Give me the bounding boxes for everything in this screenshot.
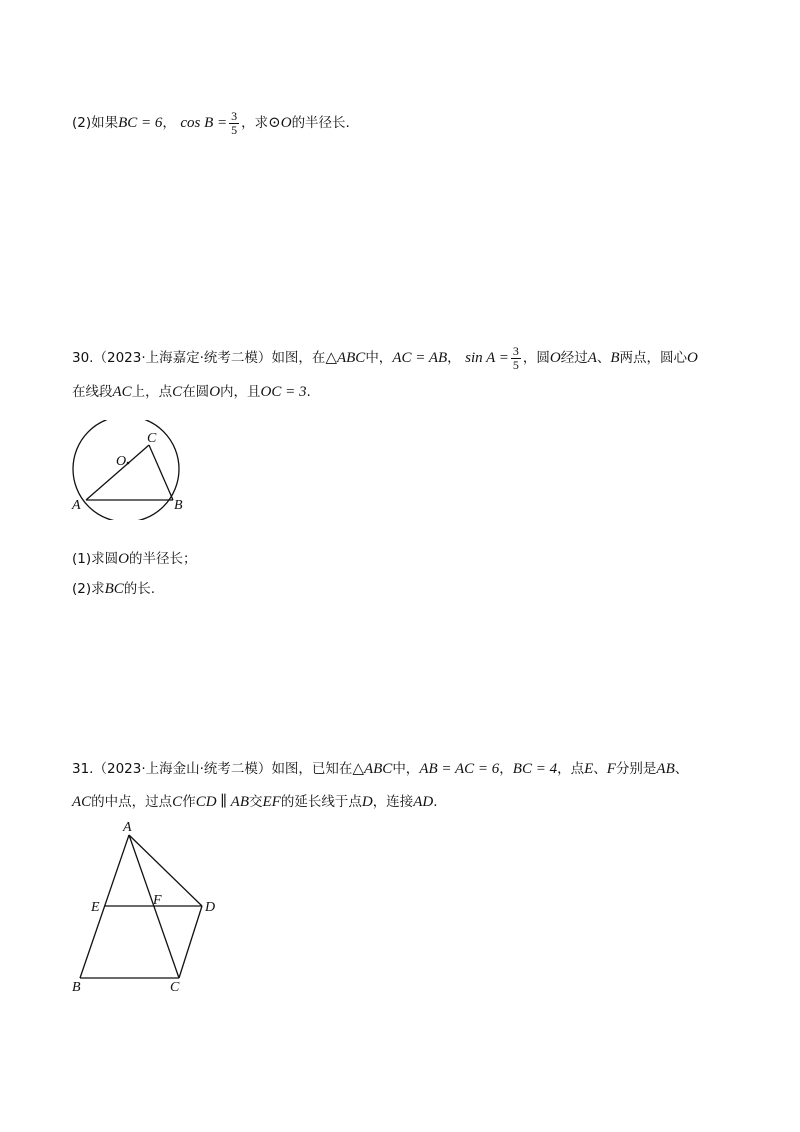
text: . [306,384,311,400]
math-o: O [118,551,129,567]
text: 的中点，过点 [91,794,173,810]
fraction-3-5 [511,345,521,371]
circle-o [73,420,179,520]
fraction-3-5 [229,110,239,136]
text: 的延长线于点 [280,794,362,810]
math-ac: AC [72,794,92,810]
text: 中， [392,761,420,777]
text: 、 [593,761,607,777]
label-b: B [174,498,183,513]
question-number: 31. [72,761,94,777]
math-triangle: △ABC [352,761,393,777]
text: 的半径长. [291,115,350,132]
math-ac: AC [112,384,132,400]
text: 两点，圆心 [619,350,688,367]
text: ，圆 [522,350,550,367]
math-ad: AD [413,794,434,810]
math-bc: BC [104,581,124,597]
math-ab-ac: AB = AC = 6 [419,761,500,777]
text: 作 [182,794,196,810]
math-o: O [549,350,561,367]
math-c: C [172,384,183,400]
label-c: C [170,980,180,995]
math-ab: AB [656,761,675,777]
q29-part2-line [72,110,350,136]
math-triangle: △ABC [325,350,366,367]
text: ，连接 [372,794,414,810]
math-circle-o: ⊙O [268,115,292,132]
math-bc-eq: BC = 6 [118,115,163,132]
label-f: F [153,893,162,908]
text: 交 [249,794,263,810]
text: 的长. [123,581,156,597]
math-d: D [361,794,373,810]
text: 、 [674,761,689,777]
text: ，求 [241,115,269,132]
q30-line-1 [72,345,698,371]
fraction-denominator: 5 [231,122,238,137]
segment-ad [129,835,202,906]
label-d: D [205,900,216,915]
fraction-numerator: 3 [512,344,519,358]
text: 分别是 [615,761,657,777]
fraction-numerator: 3 [231,109,238,123]
q31-line-2 [72,795,437,810]
math-c: C [172,794,183,810]
math-oc: OC = 3 [260,384,307,400]
math-f: F [606,761,616,777]
text: 求圆 [91,551,119,567]
text: 中， [365,350,393,367]
q30-figure-circle-triangle [60,420,200,520]
text: 如果 [91,115,119,132]
text: ， [499,761,513,777]
text: 如图，在 [271,350,326,367]
part-label: (1) [72,551,92,567]
q30-part2 [72,582,155,597]
math-a: A [587,350,597,367]
math-ef: EF [262,794,281,810]
text: . [433,794,438,810]
math-b: B [610,350,620,367]
q31-line-1 [72,762,688,777]
label-b: B [72,980,81,995]
segment-bc [149,445,173,500]
center-point-o [127,462,130,465]
math-o: O [209,384,221,400]
question-source: （2023·上海嘉定·统考二模） [93,350,272,367]
question-source: （2023·上海金山·统考二模） [93,761,272,777]
q31-figure-triangle-parallelogram [60,815,240,1000]
text: 、 [596,350,611,367]
math-sina: sin A = [465,350,509,367]
q30-line-2 [72,385,311,400]
math-cd-parallel-ab: CD ∥ AB [195,794,250,810]
math-e: E [584,761,594,777]
comma: ， [162,115,176,132]
q30-part1 [72,552,196,567]
label-c: C [147,431,157,446]
fraction-denominator: 5 [512,357,519,372]
text: 在线段 [72,384,113,400]
label-e: E [91,900,100,915]
text: 上，点 [131,384,173,400]
text: 内，且 [220,384,261,400]
question-number: 30. [72,350,94,367]
part-label: (2) [72,581,92,597]
label-a: A [123,820,132,835]
part-label: (2) [72,115,92,132]
text: 如图，已知在 [271,761,353,777]
text: ，点 [557,761,585,777]
text: 求 [91,581,105,597]
math-cosb: cos B = [180,115,228,132]
text: 经过 [560,350,588,367]
text: ， [447,350,461,367]
text: 在圆 [182,384,210,400]
segment-cd [179,906,202,978]
label-o: O [116,454,127,469]
label-a: A [72,498,81,513]
text: 的半径长； [128,551,197,567]
math-bc: BC = 4 [512,761,558,777]
math-ac-ab: AC = AB [392,350,448,367]
math-o: O [687,350,698,367]
